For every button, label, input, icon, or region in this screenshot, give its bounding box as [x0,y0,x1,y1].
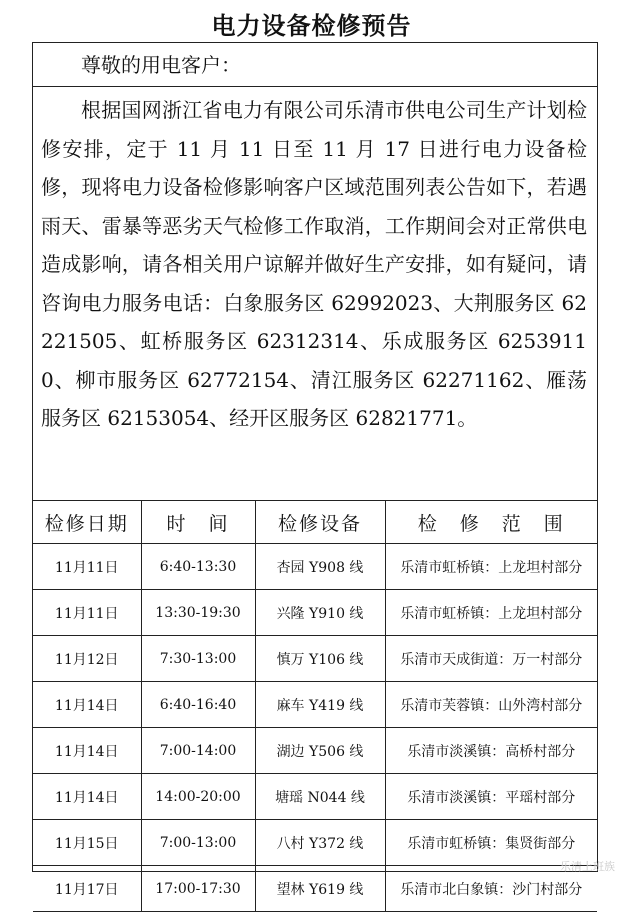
watermark: 乐清上班族 [560,860,615,873]
table-row [33,820,597,866]
cell-time: 7:00-14:00 [141,728,255,774]
cell-scope: 乐清市北白象镇：沙门村部分 [385,866,597,912]
cell-equipment: 八村 Y372 线 [255,820,385,866]
cell-scope: 乐清市虹桥镇：集贤街部分 [385,820,597,866]
table-row [33,636,597,682]
cell-time: 7:30-13:00 [141,636,255,682]
cell-date: 11月17日 [33,866,141,912]
table-row [33,774,597,820]
cell-equipment: 兴隆 Y910 线 [255,590,385,636]
header-scope: 检 修 范 围 [385,501,597,544]
cell-time: 14:00-20:00 [141,774,255,820]
cell-date: 11月14日 [33,682,141,728]
table-row [33,682,597,728]
cell-time: 13:30-19:30 [141,590,255,636]
cell-scope: 乐清市虹桥镇：上龙坦村部分 [385,544,597,590]
page-title: 电力设备检修预告 [211,12,412,40]
cell-date: 11月14日 [33,774,141,820]
header-date: 检修日期 [33,501,141,544]
cell-equipment: 望林 Y619 线 [255,866,385,912]
cell-scope: 乐清市淡溪镇：高桥村部分 [385,728,597,774]
cell-time: 6:40-16:40 [141,682,255,728]
cell-scope: 乐清市芙蓉镇：山外湾村部分 [385,682,597,728]
cell-time: 17:00-17:30 [141,866,255,912]
notice-frame [32,42,598,898]
cell-date: 11月12日 [33,636,141,682]
cell-scope: 乐清市天成街道：万一村部分 [385,636,597,682]
cell-equipment: 慎万 Y106 线 [255,636,385,682]
cell-equipment: 麻车 Y419 线 [255,682,385,728]
cell-time: 6:40-13:30 [141,544,255,590]
cell-date: 11月11日 [33,590,141,636]
greeting: 尊敬的用电客户： [33,43,597,87]
table-row [33,728,597,774]
cell-scope: 乐清市淡溪镇：平瑶村部分 [385,774,597,820]
table-row [33,866,597,912]
maintenance-table [33,501,597,912]
table-header-row [33,501,597,544]
table-row [33,590,597,636]
cell-equipment: 杏园 Y908 线 [255,544,385,590]
cell-date: 11月14日 [33,728,141,774]
table-row [33,544,597,590]
cell-time: 7:00-13:00 [141,820,255,866]
header-equipment: 检修设备 [255,501,385,544]
cell-equipment: 塘瑶 N044 线 [255,774,385,820]
cell-date: 11月15日 [33,820,141,866]
cell-scope: 乐清市虹桥镇：上龙坦村部分 [385,590,597,636]
cell-date: 11月11日 [33,544,141,590]
notice-body: 根据国网浙江省电力有限公司乐清市供电公司生产计划检修安排，定于 11 月 11 日至 11 月 17 日进行电力设备检修，现将电力设备检修影响客户区域范围列表公告如下，若遇雨天、雷暴等恶劣天气检修工作取消，工作期间会对正常供电造成影响，请各相关用户谅解并做好生产安排，如有疑问，请咨询电力服务电话：白象服务区 62992023、大荆服务区 62221505、虹桥服务区 62312314、乐成服务区 62539110、柳市服务区 62772154、清江服务区 62271162、雁荡服务区 62153054、经开区服务区 62821771。 [33,87,597,501]
header-time: 时 间 [141,501,255,544]
cell-equipment: 湖边 Y506 线 [255,728,385,774]
